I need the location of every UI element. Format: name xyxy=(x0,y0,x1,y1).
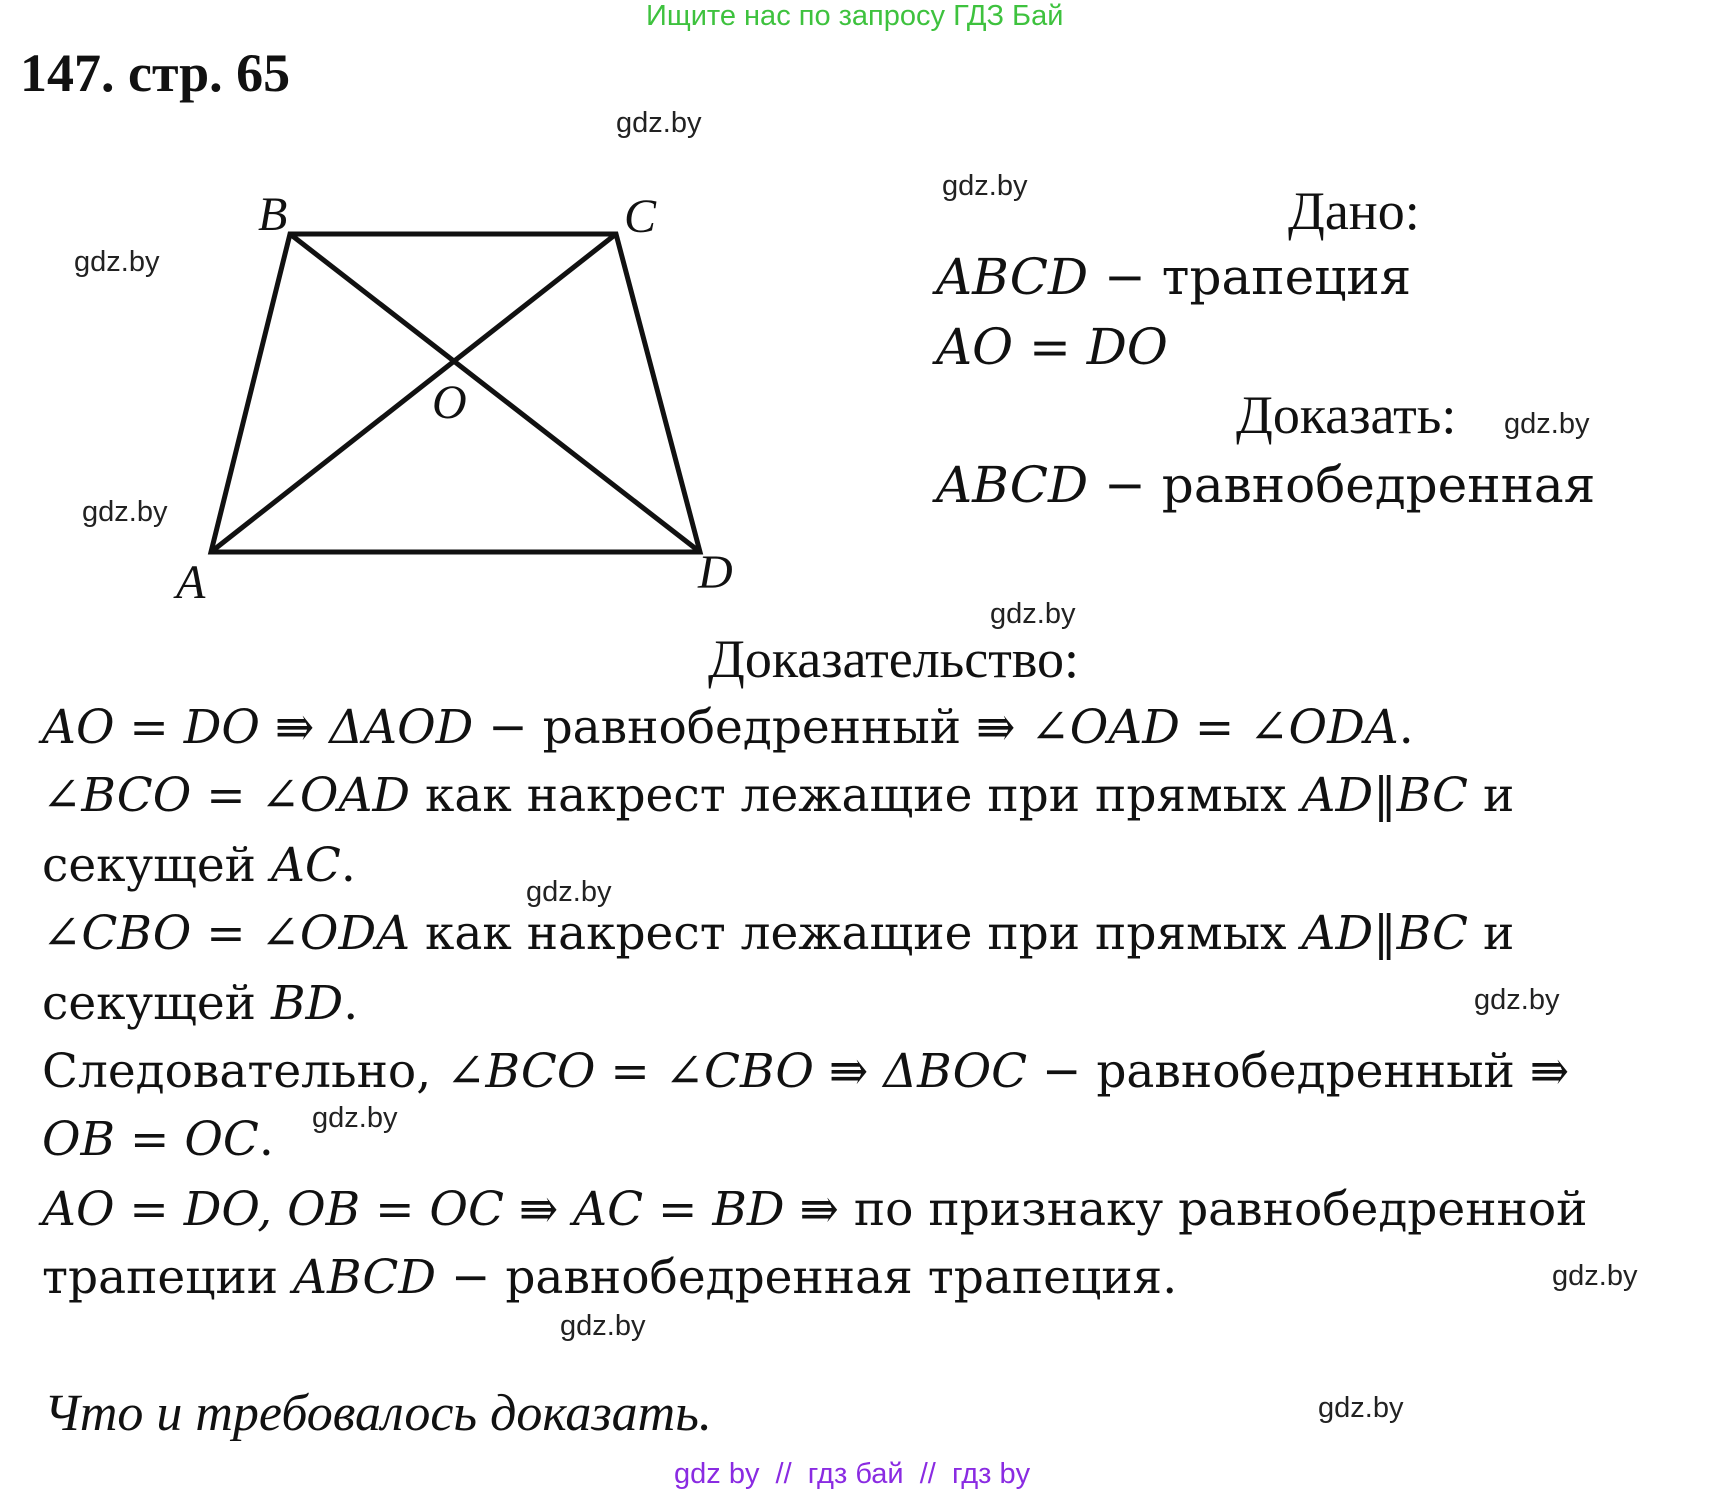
proof-line-1 xyxy=(42,700,1414,755)
proof-line-4 xyxy=(42,906,1514,961)
watermark: gdz.by xyxy=(82,496,168,528)
math: AO = DO ⇛ ΔAOD xyxy=(42,700,474,755)
given-heading: Дано: xyxy=(1288,181,1420,241)
footer-links: gdz by // гдз бай // гдз by xyxy=(674,1458,1031,1490)
proof-heading: Доказательство: xyxy=(708,629,1079,689)
vertex-label-a: A xyxy=(176,556,206,609)
proof-line-2 xyxy=(42,768,1514,823)
given-line-1 xyxy=(936,248,1411,306)
watermark: gdz.by xyxy=(1504,408,1590,440)
proof-line-9 xyxy=(42,1250,1177,1305)
prove-text: − равнобедренная xyxy=(1088,456,1596,514)
prove-line xyxy=(936,456,1595,514)
watermark: gdz.by xyxy=(526,876,612,908)
math: ABCD xyxy=(293,1250,437,1305)
math: AD‖BC xyxy=(1301,768,1468,823)
math: BD xyxy=(270,976,344,1031)
proof-line-5 xyxy=(42,976,358,1031)
text: − равнобедренная трапеция. xyxy=(436,1250,1178,1305)
proof-line-7 xyxy=(42,1112,274,1167)
watermark: gdz.by xyxy=(312,1102,398,1134)
prove-math: ABCD xyxy=(936,456,1089,514)
vertex-label-d: D xyxy=(698,546,733,599)
proof-line-8 xyxy=(42,1182,1587,1237)
text: трапеции xyxy=(42,1250,294,1305)
math: OB = OC xyxy=(42,1112,259,1167)
math: AD‖BC xyxy=(1301,906,1468,961)
text: Следовательно, xyxy=(42,1044,447,1099)
given-text: − трапеция xyxy=(1088,248,1412,306)
diagonal-bd xyxy=(290,234,700,552)
point-label-o: O xyxy=(432,376,467,429)
trapezoid-figure xyxy=(150,180,770,620)
watermark: gdz.by xyxy=(560,1310,646,1342)
text: . xyxy=(258,1112,274,1167)
vertex-label-c: C xyxy=(624,190,657,243)
math: AC xyxy=(270,838,341,893)
top-banner: Ищите нас по запросу ГДЗ Бай xyxy=(646,0,1064,32)
text: секущей xyxy=(42,976,271,1031)
diagonal-ac xyxy=(211,234,616,552)
math: ∠CBO = ∠ODA xyxy=(42,906,411,961)
watermark: gdz.by xyxy=(1552,1260,1638,1292)
text: − равнобедренный ⇛ xyxy=(473,700,1031,755)
problem-title: 147. стр. 65 xyxy=(20,43,291,103)
math: ∠BCO = ∠OAD xyxy=(42,768,411,823)
given-line-2: AO = DO xyxy=(936,318,1168,376)
text: как накрест лежащие при прямых xyxy=(410,906,1302,961)
text: как накрест лежащие при прямых xyxy=(410,768,1302,823)
text: секущей xyxy=(42,838,271,893)
text: . xyxy=(343,976,359,1031)
math: AO = DO, OB = OC ⇛ AC = BD ⇛ xyxy=(42,1182,839,1237)
text: и xyxy=(1468,906,1515,961)
watermark: gdz.by xyxy=(1318,1392,1404,1424)
text: и xyxy=(1468,768,1515,823)
watermark: gdz.by xyxy=(1474,984,1560,1016)
text: по признаку равнобедренной xyxy=(838,1182,1588,1237)
watermark: gdz.by xyxy=(942,170,1028,202)
watermark: gdz.by xyxy=(990,598,1076,630)
math: ∠BCO = ∠CBO ⇛ ΔBOC xyxy=(446,1044,1028,1099)
conclusion: Что и требовалось доказать. xyxy=(44,1385,712,1442)
vertex-label-b: B xyxy=(258,188,288,241)
text: − равнобедренный ⇛ xyxy=(1027,1044,1570,1099)
given-math: ABCD xyxy=(936,248,1089,306)
text: . xyxy=(1398,700,1414,755)
proof-line-3 xyxy=(42,838,356,893)
math: ∠OAD = ∠ODA xyxy=(1030,700,1399,755)
prove-heading: Доказать: xyxy=(1236,385,1457,445)
text: . xyxy=(340,838,356,893)
watermark: gdz.by xyxy=(616,107,702,139)
watermark: gdz.by xyxy=(74,246,160,278)
proof-line-6 xyxy=(42,1044,1569,1099)
